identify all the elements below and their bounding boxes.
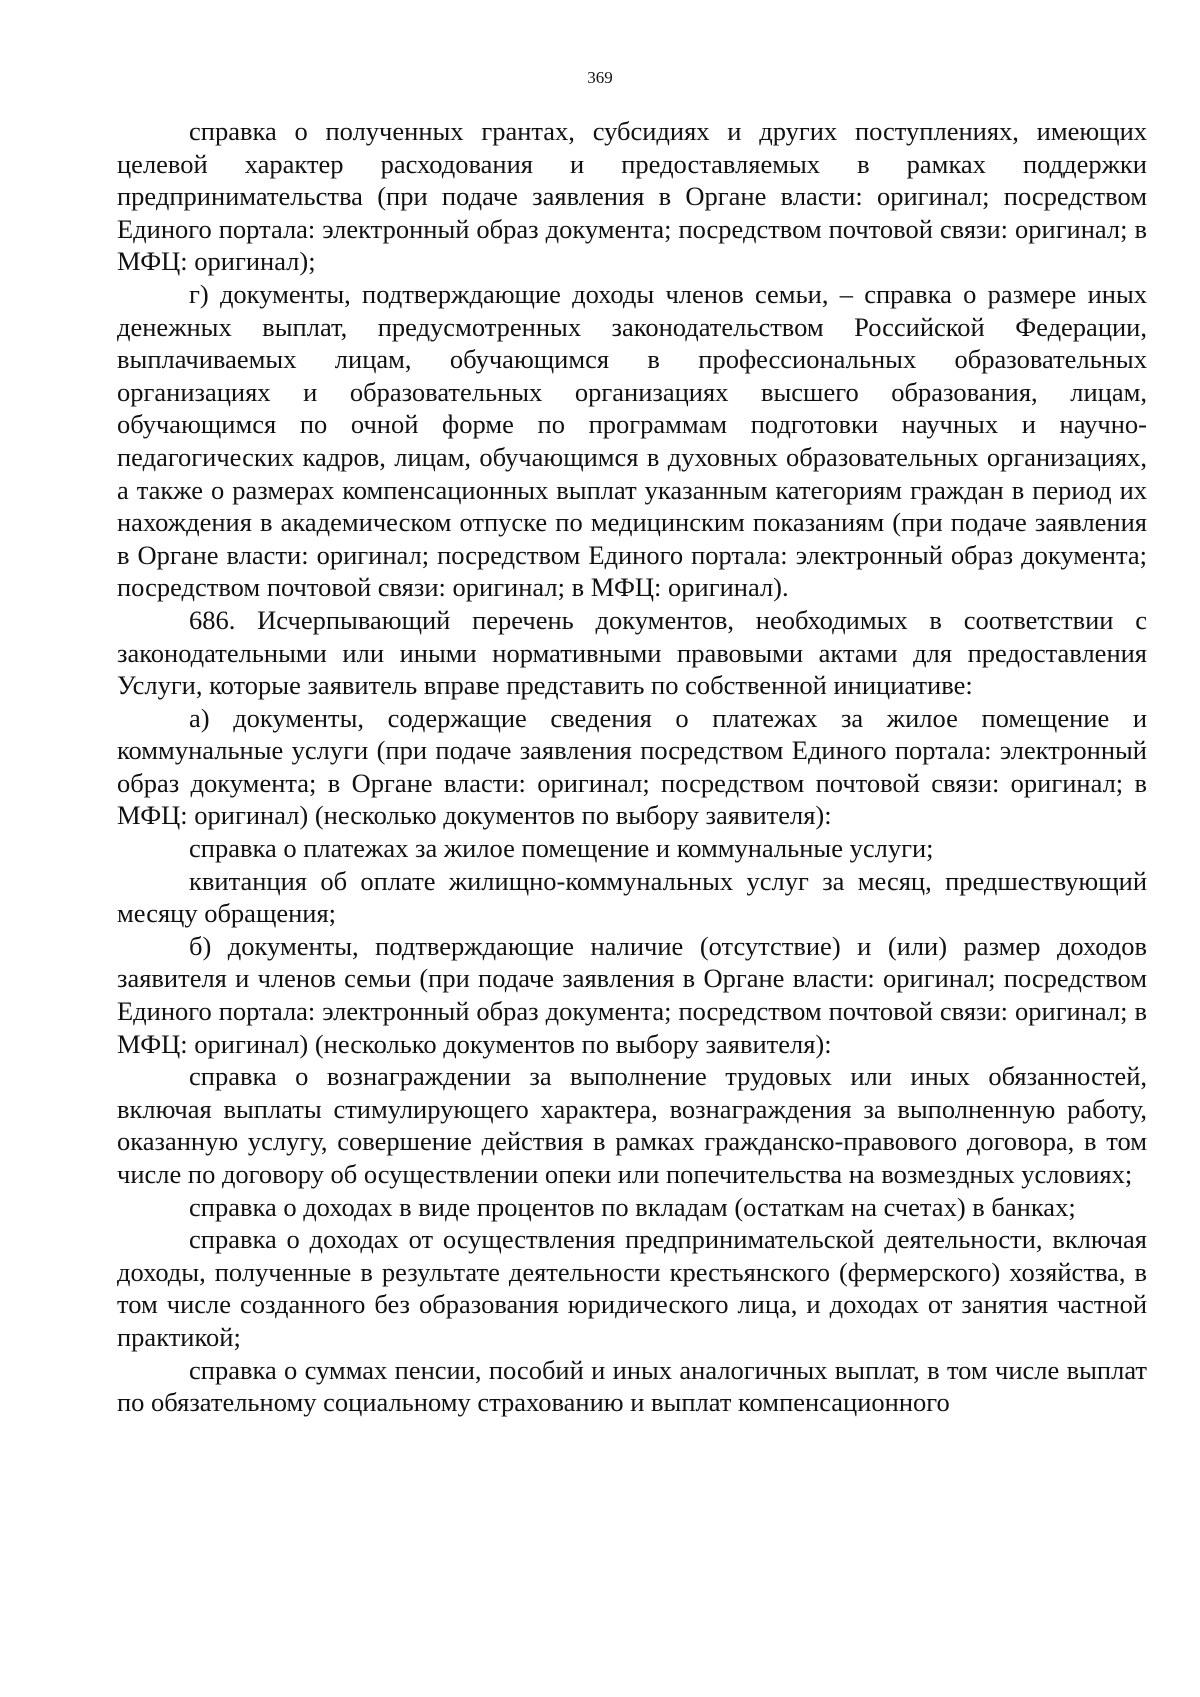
document-body bbox=[117, 115, 1147, 1419]
paragraph-686-document-list: 686. Исчерпывающий перечень документов, необходимых в соответствии с законодательными или иными нормативными правовыми актами для предоставления Услуги, которые заявитель вправе представить по собственной инициативе: bbox=[117, 604, 1147, 701]
paragraph-deposit-interest-certificate: справка о доходах в виде процентов по вкладам (остаткам на счетах) в банках; bbox=[189, 1191, 1076, 1222]
paragraph-business-income-certificate: справка о доходах от осуществления предпринимательской деятельности, включая доходы, полученные в результате деятельности крестьянского (фермерского) хозяйства, в том числе созданного без образования юридического лица, и доходах от занятия частной практикой; bbox=[117, 1224, 1147, 1352]
page-number: 369 bbox=[587, 68, 613, 87]
paragraph-item-g-family-income: г) документы, подтверждающие доходы членов семьи, – справка о размере иных денежных выплат, предусмотренных законодательством Российской Федерации, выплачиваемых лицам, обучающимся в профессиональных образовательных организациях и образовательных организациях высшего образования, лицам, обучающимся по очной форме по программам подготовки научных и научно-педагогических кадров, лицам, обучающимся в духовных образовательных организациях, а также о размерах компенсационных выплат указанным категориям граждан в период их нахождения в академическом отпуске по медицинским показаниям (при подаче заявления в Органе власти: оригинал; посредством Единого портала: электронный образ документа; посредством почтовой связи: оригинал; в МФЦ: оригинал). bbox=[117, 278, 1147, 603]
paragraph-item-a-housing-payments: а) документы, содержащие сведения о платежах за жилое помещение и коммунальные услуги (при подаче заявления посредством Единого портала: электронный образ документа; в Органе власти: оригинал; посредством почтовой связи: оригинал; в МФЦ: оригинал) (несколько документов по выбору заявителя): bbox=[117, 702, 1147, 831]
paragraph-utility-receipt: квитанция об оплате жилищно-коммунальных услуг за месяц, предшествующий месяцу обращения; bbox=[117, 865, 1147, 929]
paragraph-housing-payment-certificate: справка о платежах за жилое помещение и коммунальные услуги; bbox=[189, 833, 934, 864]
paragraph-remuneration-certificate: справка о вознаграждении за выполнение трудовых или иных обязанностей, включая выплаты стимулирующего характера, вознаграждения за выполненную работу, оказанную услугу, совершение действия в рамках гражданско-правового договора, в том числе по договору об осуществлении опеки или попечительства на возмездных условиях; bbox=[117, 1061, 1147, 1189]
paragraph-grants-certificate: справка о полученных грантах, субсидиях и других поступлениях, имеющих целевой характер расходования и предоставляемых в рамках поддержки предпринимательства (при подаче заявления в Органе власти: оригинал; посредством Единого портала: электронный образ документа; посредством почтовой связи: оригинал; в МФЦ: оригинал); bbox=[117, 116, 1147, 277]
paragraph-item-b-income-documents: б) документы, подтверждающие наличие (отсутствие) и (или) размер доходов заявителя и членов семьи (при подаче заявления в Органе власти: оригинал; посредством Единого портала: электронный образ документа; посредством почтовой связи: оригинал; в МФЦ: оригинал) (несколько документов по выбору заявителя): bbox=[117, 930, 1147, 1059]
paragraph-pension-benefits-certificate: справка о суммах пенсии, пособий и иных аналогичных выплат, в том числе выплат по обязательному социальному страхованию и выплат компенсационного bbox=[117, 1354, 1147, 1418]
